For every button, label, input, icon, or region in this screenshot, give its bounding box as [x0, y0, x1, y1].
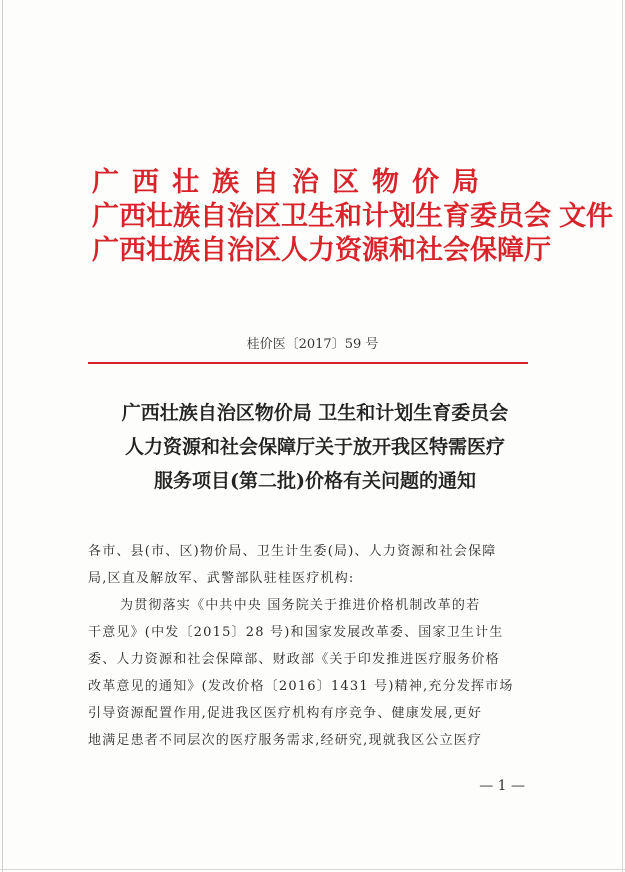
document-title [80, 396, 550, 498]
scan-edge-bottom [0, 869, 625, 870]
issuer-hr-social-security: 广西壮族自治区人力资源和社会保障厅 [92, 235, 551, 266]
body-line: 干意见》(中发〔2015〕28 号)和国家发展改革委、国家卫生计生 [88, 625, 504, 640]
body-line: 委、人力资源和社会保障部、财政部《关于印发推进医疗服务价格 [88, 652, 500, 667]
body-line: 地满足患者不同层次的医疗服务需求,经研究,现就我区公立医疗 [88, 733, 483, 748]
page-number: — 1 — [479, 778, 525, 794]
body-line: 为贯彻落实《中共中央 国务院关于推进价格机制改革的若 [120, 598, 481, 613]
issuer-health-commission-name: 广西壮族自治区卫生和计划生育委员会 [92, 201, 551, 232]
body-line: 各市、县(市、区)物价局、卫生计生委(局)、人力资源和社会保障 [88, 544, 497, 559]
issuer-health-commission [92, 200, 613, 234]
document-body [88, 538, 534, 754]
title-line-2: 人力资源和社会保障厅关于放开我区特需医疗 [124, 436, 505, 458]
issuer-price-bureau: 广西壮族自治区物价局 [92, 167, 492, 198]
body-line: 引导资源配置作用,促进我区医疗机构有序竞争、健康发展,更好 [88, 706, 483, 721]
body-line: 改革意见的通知》(发改价格〔2016〕1431 号)精神,充分发挥市场 [88, 679, 514, 694]
document-number: 桂价医〔2017〕59 号 [246, 337, 379, 352]
scan-edge-right [622, 0, 623, 872]
title-line-1: 广西壮族自治区物价局 卫生和计划生育委员会 [121, 402, 509, 424]
body-line: 局,区直及解放军、武警部队驻桂医疗机构: [88, 571, 355, 586]
document-header [92, 166, 613, 268]
scan-edge-left [2, 0, 3, 872]
file-word: 文件 [559, 201, 613, 232]
title-line-3: 服务项目(第二批)价格有关问题的通知 [154, 470, 476, 492]
red-divider-line [88, 362, 528, 364]
